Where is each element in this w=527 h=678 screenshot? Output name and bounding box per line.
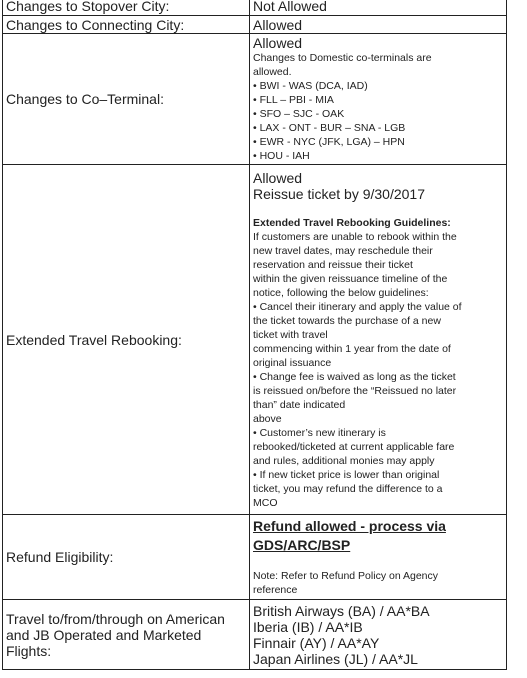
coterminal-label: Changes to Co–Terminal: <box>3 34 250 165</box>
guidelines-line: commencing within 1 year from the date of <box>253 342 451 355</box>
stopover-value: Not Allowed <box>250 0 507 16</box>
guidelines-title: Extended Travel Rebooking Guidelines: <box>253 216 451 229</box>
table-row-rebooking <box>3 165 507 515</box>
carrier-item: British Airways (BA) / AA*BA <box>253 602 430 619</box>
guidelines-line: • Customer’s new itinerary is <box>253 426 386 439</box>
travel-label-line: Travel to/from/through on American <box>6 610 225 627</box>
guidelines-line: • If new ticket price is lower than original <box>253 468 440 481</box>
spacer <box>253 555 503 569</box>
guidelines-line: within the given reissuance timeline of the <box>253 272 448 285</box>
refund-cell <box>250 515 507 600</box>
refund-value: GDS/ARC/BSP <box>253 537 351 553</box>
stopover-label: Changes to Stopover City: <box>3 0 250 16</box>
travel-label-line: and JB Operated and Marketed <box>6 626 202 643</box>
guidelines-line: than” date indicated <box>253 398 346 411</box>
travel-label <box>3 600 250 670</box>
refund-label: Refund Eligibility: <box>3 515 250 600</box>
coterminal-cell <box>250 34 507 165</box>
table-row-connecting <box>3 16 507 34</box>
refund-value: Refund allowed - process via <box>253 518 446 534</box>
rebooking-label: Extended Travel Rebooking: <box>3 165 250 515</box>
guidelines-line: new travel dates, may reschedule their <box>253 244 433 257</box>
coterminal-bullet: • BWI - WAS (DCA, IAD) <box>253 80 368 92</box>
guidelines-line: ticket, you may refund the difference to a <box>253 482 443 495</box>
travel-carriers-cell <box>250 600 507 670</box>
rebooking-cell <box>250 165 507 515</box>
coterminal-bullet: • EWR - NYC (JFK, LGA) – HPN <box>253 136 405 148</box>
table-row-coterminal <box>3 34 507 165</box>
coterminal-intro: Changes to Domestic co-terminals are allowed. <box>253 52 432 78</box>
coterminal-bullet: • SFO – SJC - OAK <box>253 108 345 120</box>
connecting-value: Allowed <box>250 16 507 34</box>
guidelines-line: ticket with travel <box>253 328 328 341</box>
rebooking-reissue-date: Reissue ticket by 9/30/2017 <box>253 185 425 202</box>
spacer <box>253 202 503 216</box>
guidelines-line: and rules, additional monies may apply <box>253 454 435 467</box>
guidelines-line: • Change fee is waived as long as the ticket <box>253 370 456 383</box>
guidelines-line: notice, following the below guidelines: <box>253 286 429 299</box>
carrier-item: Japan Airlines (JL) / AA*JL <box>253 650 418 667</box>
guidelines-line: MCO <box>253 496 278 509</box>
connecting-label: Changes to Connecting City: <box>3 16 250 34</box>
coterminal-bullet: • HOU - IAH <box>253 150 310 162</box>
table-row-stopover <box>3 0 507 16</box>
travel-label-line: Flights: <box>6 642 52 659</box>
carrier-item: Finnair (AY) / AA*AY <box>253 634 380 651</box>
rebooking-value: Allowed <box>253 169 303 186</box>
coterminal-bullet: • FLL – PBI - MIA <box>253 94 334 106</box>
guidelines-line: • Cancel their itinerary and apply the value of <box>253 300 462 313</box>
guidelines-line: the ticket towards the purchase of a new <box>253 314 441 327</box>
coterminal-value: Allowed <box>253 35 303 51</box>
table-row-travel <box>3 600 507 670</box>
refund-note: Note: Refer to Refund Policy on Agency <box>253 570 439 582</box>
guidelines-line: If customers are unable to rebook within the <box>253 230 457 243</box>
refund-note: reference <box>253 584 298 596</box>
table-row-refund <box>3 515 507 600</box>
coterminal-bullet: • LAX - ONT - BUR – SNA - LGB <box>253 122 406 134</box>
guidelines-line: original issuance <box>253 356 332 369</box>
guidelines-line: above <box>253 412 282 425</box>
guidelines-line: reservation and reissue their ticket <box>253 258 413 271</box>
carrier-item: Iberia (IB) / AA*IB <box>253 618 363 635</box>
guidelines-line: rebooked/ticketed at current applicable fare <box>253 440 455 453</box>
travel-policy-table <box>2 0 507 670</box>
guidelines-line: is reissued on/before the “Reissued no later <box>253 384 457 397</box>
